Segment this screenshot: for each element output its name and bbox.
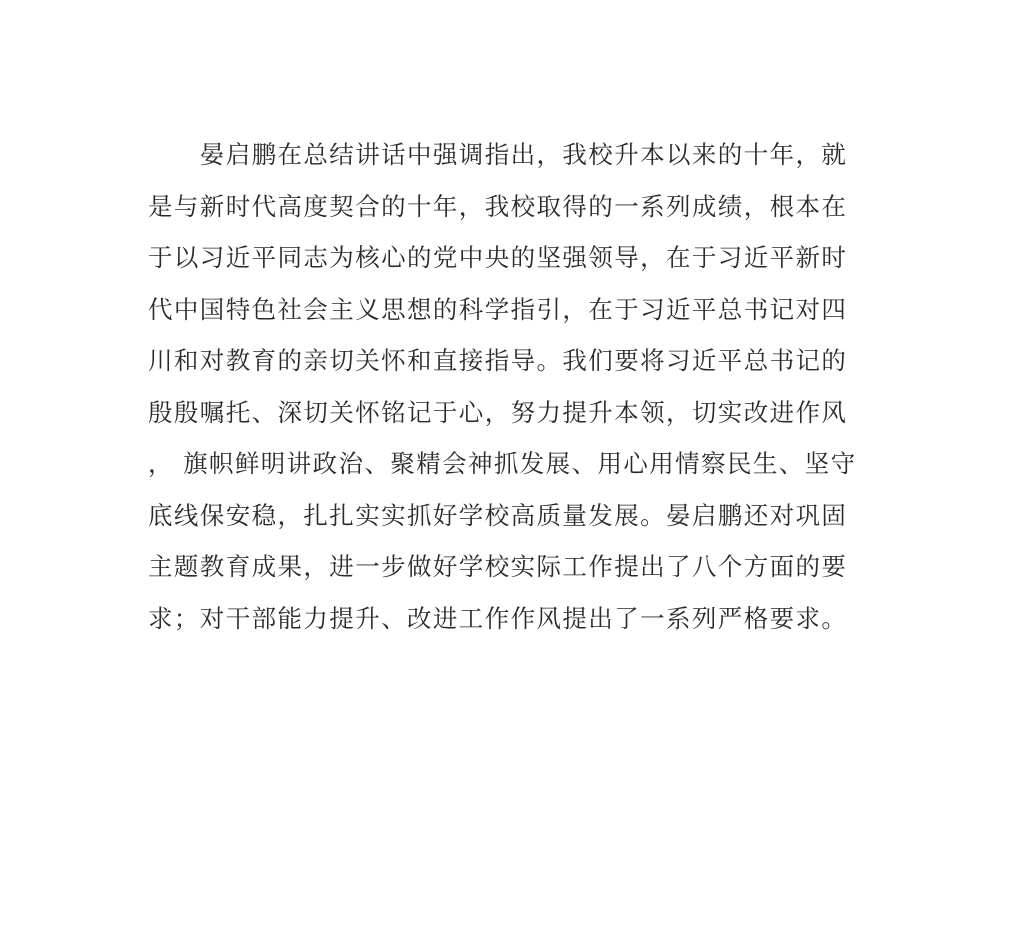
- paragraph-line: 是与新时代高度契合的十年，我校取得的一系列成绩，根本在: [148, 191, 848, 221]
- paragraph-line: 求；对干部能力提升、改进工作作风提出了一系列严格要求。: [148, 603, 848, 633]
- paragraph-line: 底线保安稳，扎扎实实抓好学校高质量发展。晏启鹏还对巩固: [148, 500, 848, 530]
- paragraph-line: 代中国特色社会主义思想的科学指引，在于习近平总书记对四: [148, 294, 848, 324]
- body-paragraph: [148, 129, 888, 644]
- paragraph-line: 殷殷嘱托、深切关怀铭记于心，努力提升本领，切实改进作风: [148, 397, 848, 427]
- paragraph-line: 主题教育成果，进一步做好学校实际工作提出了八个方面的要: [148, 552, 848, 581]
- paragraph-line: 于以习近平同志为核心的党中央的坚强领导，在于习近平新时: [148, 243, 848, 272]
- paragraph-line: 晏启鹏在总结讲话中强调指出，我校升本以来的十年，就: [148, 140, 848, 169]
- paragraph-line: 川和对教育的亲切关怀和直接指导。我们要将习近平总书记的: [148, 346, 848, 375]
- paragraph-line: ， 旗帜鲜明讲政治、聚精会神抓发展、用心用情察民生、坚守: [148, 449, 857, 478]
